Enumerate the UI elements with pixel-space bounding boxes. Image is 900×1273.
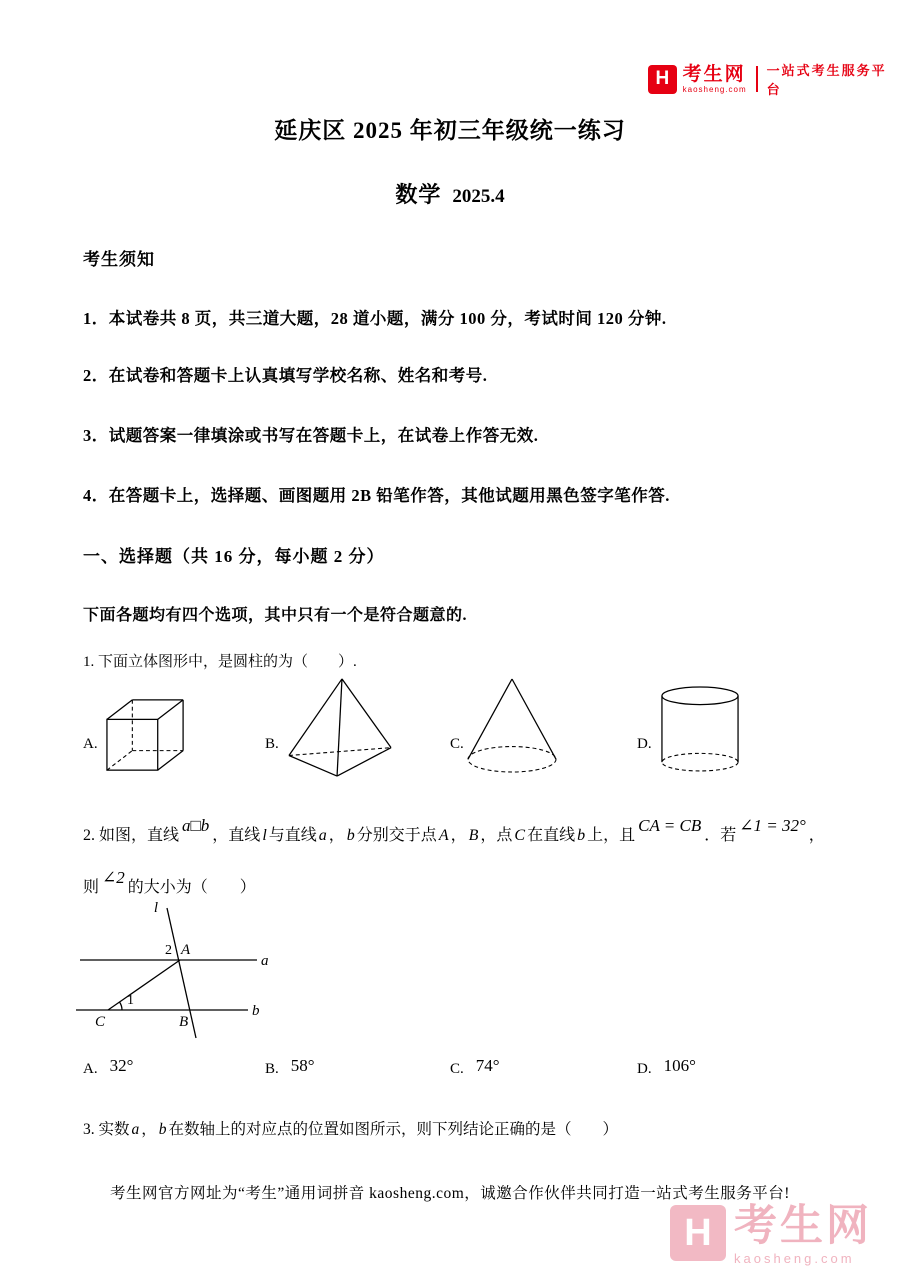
q2-option-label: A. xyxy=(83,1061,98,1077)
q2-math-angle2: ∠2 xyxy=(102,868,125,887)
q2-option-value: 58° xyxy=(290,1056,315,1075)
point-B-label: B xyxy=(179,1014,189,1030)
line-a-label: a xyxy=(261,953,269,969)
q2-text: 上，且 xyxy=(587,827,636,844)
q2-option-c xyxy=(450,1058,500,1078)
page-title: 延庆区 2025 年初三年级统一练习 xyxy=(274,118,626,143)
watermark-domain: kaosheng.com xyxy=(734,1251,855,1266)
notice-item-4: 4．在答题卡上，选择题、画图题用 2B 铅笔作答，其他试题用黑色签字笔作答. xyxy=(83,486,670,505)
watermark-brand-mark-icon: H xyxy=(670,1205,726,1261)
question-2-text-line1 xyxy=(83,816,843,845)
cylinder-figure xyxy=(660,684,740,774)
section-heading: 一、选择题（共 16 分，每小题 2 分） xyxy=(83,547,385,566)
q2-text: ， xyxy=(450,827,467,844)
q2-option-value: 106° xyxy=(663,1056,696,1075)
q3-text: 在数轴上的对应点的位置如图所示，则下列结论正确的是（ ） xyxy=(168,1121,619,1138)
q3-text: 3. 实数 xyxy=(83,1121,130,1138)
watermark-brand: 考生网 xyxy=(734,1202,872,1250)
angle-2-label: 2 xyxy=(165,943,172,958)
q2-math-l: l xyxy=(262,827,267,844)
q2-option-a xyxy=(83,1058,133,1078)
notice-heading: 考生须知 xyxy=(83,250,155,269)
notice-item-3: 3．试题答案一律填涂或书写在答题卡上，在试卷上作答无效. xyxy=(83,426,539,445)
q2-text: ．若 xyxy=(704,827,737,844)
q2-text: ， xyxy=(328,827,345,844)
q2-option-value: 74° xyxy=(475,1056,500,1075)
subtitle xyxy=(0,178,900,209)
point-A-label: A xyxy=(181,942,191,958)
q2-math-ca-cb: CA = CB xyxy=(638,816,702,835)
q3-math-a: a xyxy=(131,1121,140,1138)
question-2-text-line2 xyxy=(83,868,256,897)
q2-math-b2: b xyxy=(577,827,586,844)
q1-option-label-d: D. xyxy=(637,736,652,752)
q2-text: 的大小为（ ） xyxy=(127,879,256,896)
brand-mark-icon: H xyxy=(648,65,677,94)
watermark-logo xyxy=(670,1202,872,1266)
q2-geometry-figure xyxy=(75,898,275,1051)
question-3-text xyxy=(83,1117,618,1139)
q2-math-A: A xyxy=(438,827,449,844)
subject-title: 数学 xyxy=(395,182,442,207)
q2-text: 则 xyxy=(83,879,100,896)
notice-item-1: 1．本试卷共 8 页，共三道大题，28 道小题，满分 100 分，考试时间 120 分钟. xyxy=(83,309,667,328)
angle-1-label: 1 xyxy=(127,993,134,1008)
notice-item-2: 2．在试卷和答题卡上认真填写学校名称、姓名和考号. xyxy=(83,366,488,385)
q2-option-b xyxy=(265,1058,315,1078)
header-logo xyxy=(648,60,900,98)
q1-option-label-a: A. xyxy=(83,736,98,752)
q2-math-b: b xyxy=(346,827,355,844)
q3-text: ， xyxy=(141,1121,157,1138)
cube-figure xyxy=(102,694,190,776)
logo-domain: kaosheng.com xyxy=(682,84,747,94)
section-intro: 下面各题均有四个选项，其中只有一个是符合题意的. xyxy=(83,607,468,624)
logo-text-block xyxy=(683,65,747,94)
logo-tagline: 一站式考生服务平台 xyxy=(766,63,887,97)
line-l-label: l xyxy=(153,900,158,916)
q2-text: 2. 如图，直线 xyxy=(83,827,180,844)
q2-text: ，点 xyxy=(480,827,513,844)
q2-text: 分别交于点 xyxy=(356,827,437,844)
cone-figure xyxy=(465,676,559,776)
line-b-label: b xyxy=(252,1003,260,1019)
q2-math-C: C xyxy=(514,827,526,844)
q2-text: ，直线 xyxy=(212,827,261,844)
q2-option-d xyxy=(637,1058,696,1078)
q2-text: ， xyxy=(808,827,825,844)
question-1-text: 1. 下面立体图形中，是圆柱的为（ ）. xyxy=(83,654,357,670)
q2-text: 与直线 xyxy=(268,827,317,844)
q1-option-label-b: B. xyxy=(265,736,279,752)
point-C-label: C xyxy=(95,1014,106,1030)
logo-brand: 考生网 xyxy=(682,63,746,85)
exam-date: 2025.4 xyxy=(452,186,505,207)
q2-text: 在直线 xyxy=(527,827,576,844)
q2-option-label: B. xyxy=(265,1061,279,1077)
q2-option-label: C. xyxy=(450,1061,464,1077)
logo-divider xyxy=(756,66,758,92)
watermark-text-block xyxy=(734,1202,872,1266)
q1-option-label-c: C. xyxy=(450,736,464,752)
q2-option-value: 32° xyxy=(109,1056,134,1075)
footer-text: 考生网官方网址为“考生”通用词拼音 kaosheng.com，诚邀合作伙伴共同打造一站式考生服务平台! xyxy=(110,1185,790,1202)
q2-math-angle1: ∠1 = 32° xyxy=(739,816,806,835)
q2-option-label: D. xyxy=(637,1061,652,1077)
triangular-pyramid-figure xyxy=(287,676,393,780)
q2-math-a: a xyxy=(318,827,327,844)
q2-math-parallel: a□b xyxy=(182,816,210,835)
q2-math-B: B xyxy=(468,827,479,844)
q3-math-b: b xyxy=(158,1121,167,1138)
